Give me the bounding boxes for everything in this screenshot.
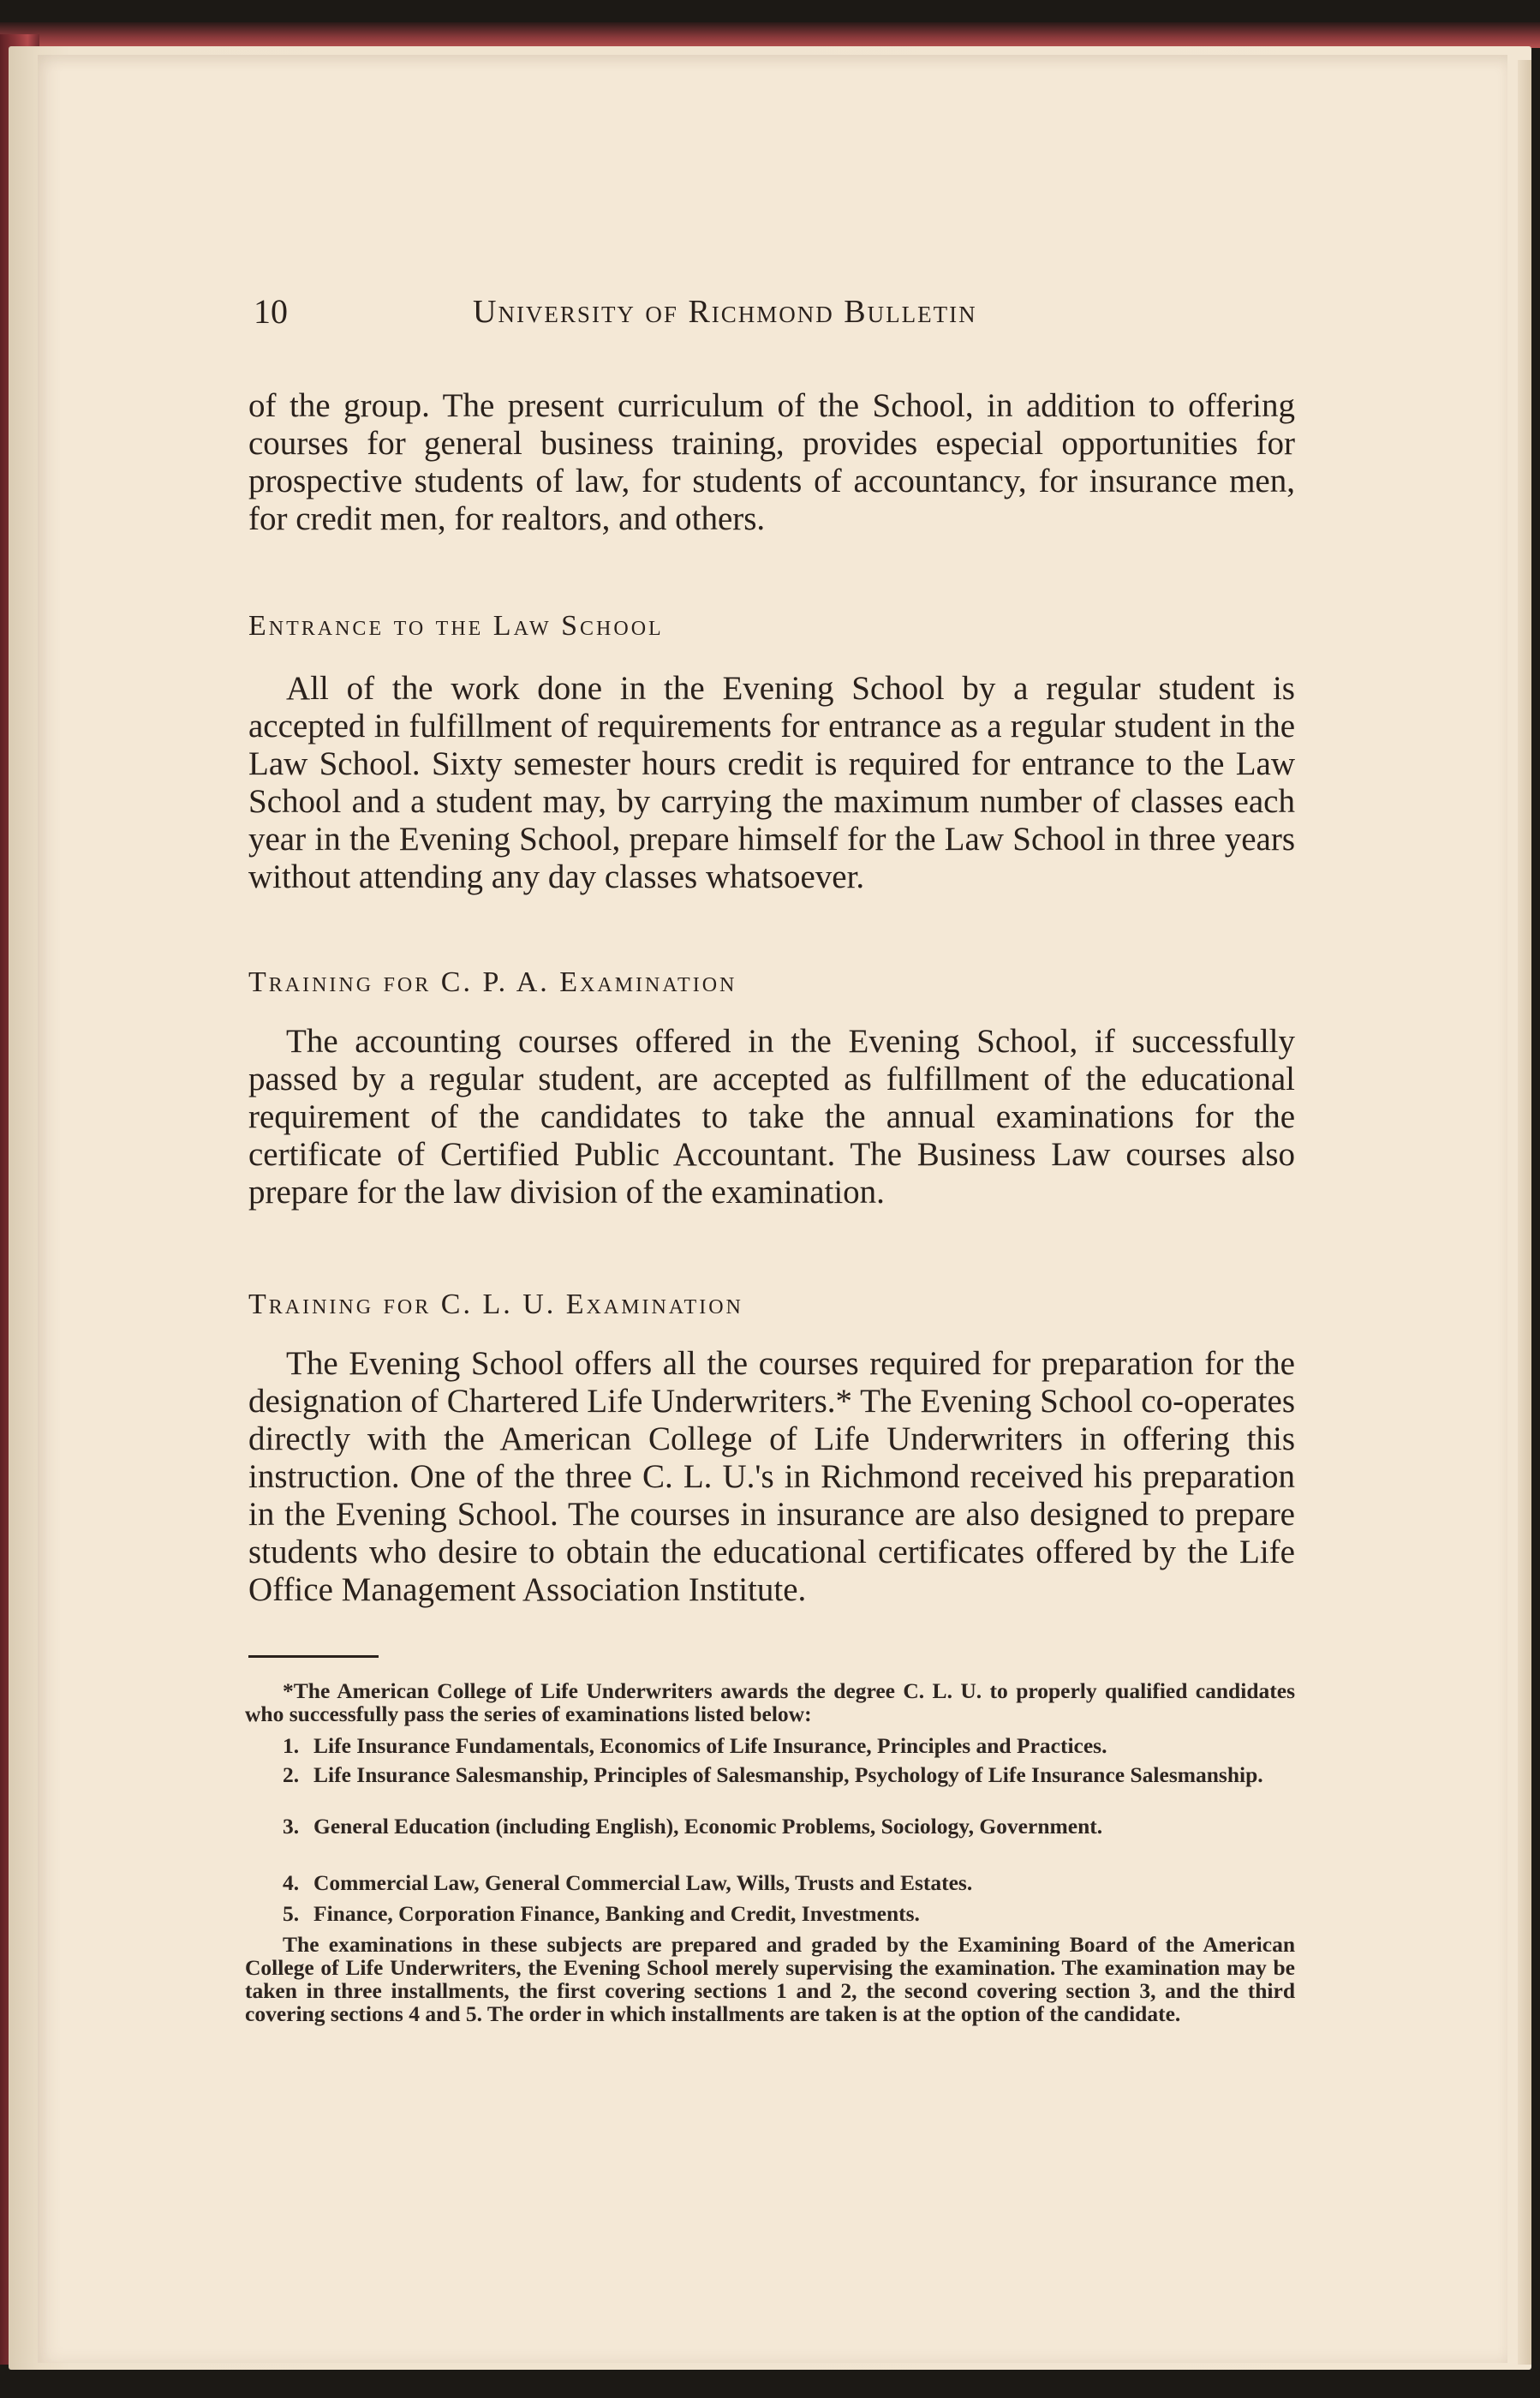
footnote-closing: The examinations in these subjects are prepared and graded by the Examining Board of the American College of Life Underwriters, the Evening School merely supervising the examination. The examination may be taken in three installments, the first covering sections 1 and 2, the second covering section 3, and the third covering sections 4 and 5. The order in which installments are taken is at the option of the candidate.	[245, 1932, 1295, 2026]
section-heading-clu: Training for C. L. U. Examination	[248, 1289, 743, 1320]
page-right-edge	[1518, 60, 1531, 2365]
footnote-item-number: 1.	[283, 1733, 300, 1758]
footnote-item-number: 5.	[283, 1901, 300, 1926]
page-number: 10	[254, 292, 288, 331]
running-title: University of Richmond Bulletin	[473, 294, 977, 330]
footnote-rule	[248, 1655, 379, 1658]
running-head	[254, 291, 1307, 343]
section-text-cpa: The accounting courses offered in the Evening School, if successfully passed by a regular student, are accepted as fulfillment of the educational requirement of the candidates to take the annual examinations for the certificate of Certified Public Accountant. The Business Law courses also prepare for the law division of the examination.	[248, 1023, 1295, 1211]
section-text-law-school: All of the work done in the Evening School by a regular student is accepted in fulfillment of requirements for entrance as a regular student in the Law School. Sixty semester hours credit is required for entrance to the Law School and a student may, by carrying the maximum number of classes each year in the Evening School, prepare himself for the Law School in three years without attending any day classes whatsoever.	[248, 670, 1295, 895]
book-top-edge	[0, 22, 1540, 48]
intro-paragraph: of the group. The present curriculum of the School, in addition to offering courses for general business training, provides especial opportunities for prospective students of law, for students of accountancy, for insurance men, for credit men, for realtors, and others.	[248, 387, 1295, 537]
footnote-item-text: General Education (including English), Economic Problems, Sociology, Government.	[313, 1814, 1103, 1839]
footnote-intro: *The American College of Life Underwriters awards the degree C. L. U. to properly qualified candidates who successfully pass the series of examinations listed below:	[245, 1678, 1295, 1726]
footnote-item-number: 2.	[283, 1762, 300, 1787]
footnote-item-text: Finance, Corporation Finance, Banking and Credit, Investments.	[313, 1901, 920, 1926]
footnote-item-text: Life Insurance Salesmanship, Principles of Salesmanship, Psychology of Life Insurance Salesmanship.	[313, 1762, 1263, 1787]
footnote-item-number: 3.	[283, 1814, 300, 1839]
footnote-item-number: 4.	[283, 1870, 300, 1895]
footnote-item-text: Commercial Law, General Commercial Law, Wills, Trusts and Estates.	[313, 1870, 973, 1895]
footnote-item	[283, 1871, 1326, 1894]
footnote-item	[283, 1763, 1326, 1786]
footnote-item-text: Life Insurance Fundamentals, Economics of Life Insurance, Principles and Practices.	[313, 1733, 1107, 1758]
section-heading-law-school: Entrance to the Law School	[248, 610, 664, 642]
footnote-item	[283, 1734, 1326, 1757]
footnote-item	[283, 1815, 1326, 1838]
section-heading-cpa: Training for C. P. A. Examination	[248, 966, 737, 998]
footnote-item	[283, 1902, 1326, 1925]
section-text-clu: The Evening School offers all the courses required for preparation for the designation of Chartered Life Underwriters.* The Evening School co-operates directly with the American College of Life Underwriters in offering this instruction. One of the three C. L. U.'s in Richmond received his preparation in the Evening School. The courses in insurance are also designed to prepare students who desire to obtain the educational certificates offered by the Life Office Management Association Institute.	[248, 1345, 1295, 1608]
